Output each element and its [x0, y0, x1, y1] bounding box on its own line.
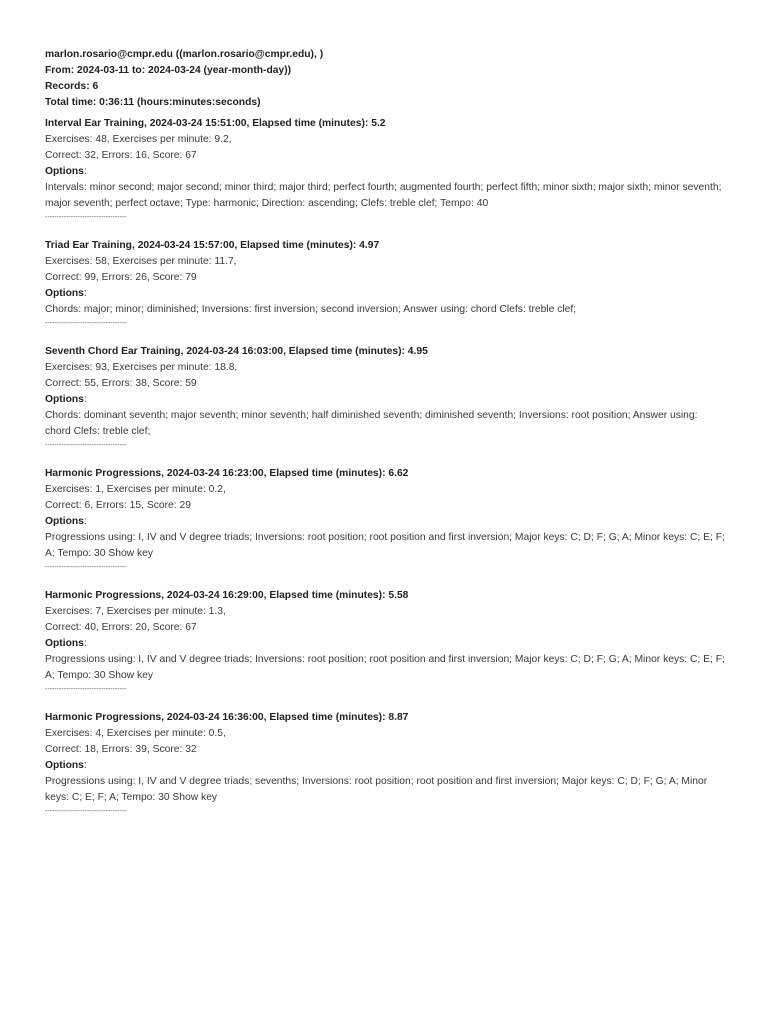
- report-header: [45, 47, 738, 111]
- total-time-line: Total time: 0:36:11 (hours:minutes:seconds): [45, 97, 261, 108]
- session-score: Correct: 55, Errors: 38, Score: 59: [45, 378, 197, 389]
- record-separator: -----------------------------------: [45, 320, 127, 327]
- session-exercises: Exercises: 4, Exercises per minute: 0.5,: [45, 728, 226, 739]
- session-exercises: Exercises: 1, Exercises per minute: 0.2,: [45, 484, 226, 495]
- options-colon: :: [83, 638, 87, 649]
- session-record: [45, 588, 738, 696]
- session-record: [45, 466, 738, 574]
- options-colon: :: [83, 288, 87, 299]
- options-label: Options: [45, 288, 84, 299]
- session-score: Correct: 32, Errors: 16, Score: 67: [45, 150, 197, 161]
- options-label: Options: [45, 760, 84, 771]
- options-label: Options: [45, 166, 84, 177]
- session-record: [45, 238, 738, 330]
- session-options: Progressions using: I, IV and V degree triads; Inversions: root position; root position and first inversion; Major keys: C; D; F; G; A; Minor keys: C; E; F; A; Tempo: 30 Show key: [45, 654, 725, 681]
- session-title: Triad Ear Training, 2024-03-24 15:57:00, Elapsed time (minutes): 4.97: [45, 240, 380, 251]
- options-heading: [45, 636, 738, 652]
- session-title: Interval Ear Training, 2024-03-24 15:51:00, Elapsed time (minutes): 5.2: [45, 118, 386, 129]
- options-colon: :: [83, 516, 87, 527]
- session-options: Progressions using: I, IV and V degree triads; Inversions: root position; root position and first inversion; Major keys: C; D; F; G; A; Minor keys: C; E; F; A; Tempo: 30 Show key: [45, 532, 725, 559]
- session-options: Progressions using: I, IV and V degree triads; sevenths; Inversions: root position; root position and first inversion; Major keys: C; D; F; G; A; Minor keys: C; E; F; A; Tempo: 30 Show key: [45, 776, 708, 803]
- user-line: marlon.rosario@cmpr.edu ((marlon.rosario@cmpr.edu), ): [45, 49, 324, 60]
- record-separator: -----------------------------------: [45, 808, 127, 815]
- session-score: Correct: 40, Errors: 20, Score: 67: [45, 622, 197, 633]
- session-title: Harmonic Progressions, 2024-03-24 16:29:00, Elapsed time (minutes): 5.58: [45, 590, 409, 601]
- session-exercises: Exercises: 48, Exercises per minute: 9.2,: [45, 134, 232, 145]
- options-label: Options: [45, 516, 84, 527]
- record-separator: -----------------------------------: [45, 564, 127, 571]
- session-exercises: Exercises: 58, Exercises per minute: 11.7,: [45, 256, 237, 267]
- options-heading: [45, 514, 738, 530]
- options-heading: [45, 392, 738, 408]
- session-title: Harmonic Progressions, 2024-03-24 16:36:00, Elapsed time (minutes): 8.87: [45, 712, 409, 723]
- session-exercises: Exercises: 93, Exercises per minute: 18.8,: [45, 362, 238, 373]
- record-separator: -----------------------------------: [45, 214, 127, 221]
- session-options: Intervals: minor second; major second; minor third; major third; perfect fourth; augmented fourth; perfect fifth; minor sixth; major sixth; minor seventh; major seventh; perfect octave; Type: harmonic; Direction: ascending; Clefs: treble clef; Tempo: 40: [45, 182, 722, 209]
- session-options: Chords: major; minor; diminished; Inversions: first inversion; second inversion; Answer using: chord Clefs: treble clef;: [45, 304, 577, 315]
- session-score: Correct: 99, Errors: 26, Score: 79: [45, 272, 197, 283]
- session-record: [45, 344, 738, 452]
- options-colon: :: [83, 394, 87, 405]
- options-colon: :: [83, 760, 87, 771]
- session-score: Correct: 18, Errors: 39, Score: 32: [45, 744, 197, 755]
- options-heading: [45, 164, 738, 180]
- session-record: [45, 116, 738, 224]
- options-label: Options: [45, 394, 84, 405]
- session-exercises: Exercises: 7, Exercises per minute: 1.3,: [45, 606, 226, 617]
- options-label: Options: [45, 638, 84, 649]
- session-title: Harmonic Progressions, 2024-03-24 16:23:00, Elapsed time (minutes): 6.62: [45, 468, 409, 479]
- options-heading: [45, 758, 738, 774]
- session-score: Correct: 6, Errors: 15, Score: 29: [45, 500, 191, 511]
- options-colon: :: [83, 166, 87, 177]
- records-count-line: Records: 6: [45, 81, 99, 92]
- session-record: [45, 710, 738, 818]
- session-options: Chords: dominant seventh; major seventh; minor seventh; half diminished seventh; diminished seventh; Inversions: root position; Answer using: chord Clefs: treble clef;: [45, 410, 698, 437]
- record-separator: -----------------------------------: [45, 442, 127, 449]
- record-separator: -----------------------------------: [45, 686, 127, 693]
- options-heading: [45, 286, 738, 302]
- date-range-line: From: 2024-03-11 to: 2024-03-24 (year-month-day)): [45, 65, 292, 76]
- session-title: Seventh Chord Ear Training, 2024-03-24 16:03:00, Elapsed time (minutes): 4.95: [45, 346, 428, 357]
